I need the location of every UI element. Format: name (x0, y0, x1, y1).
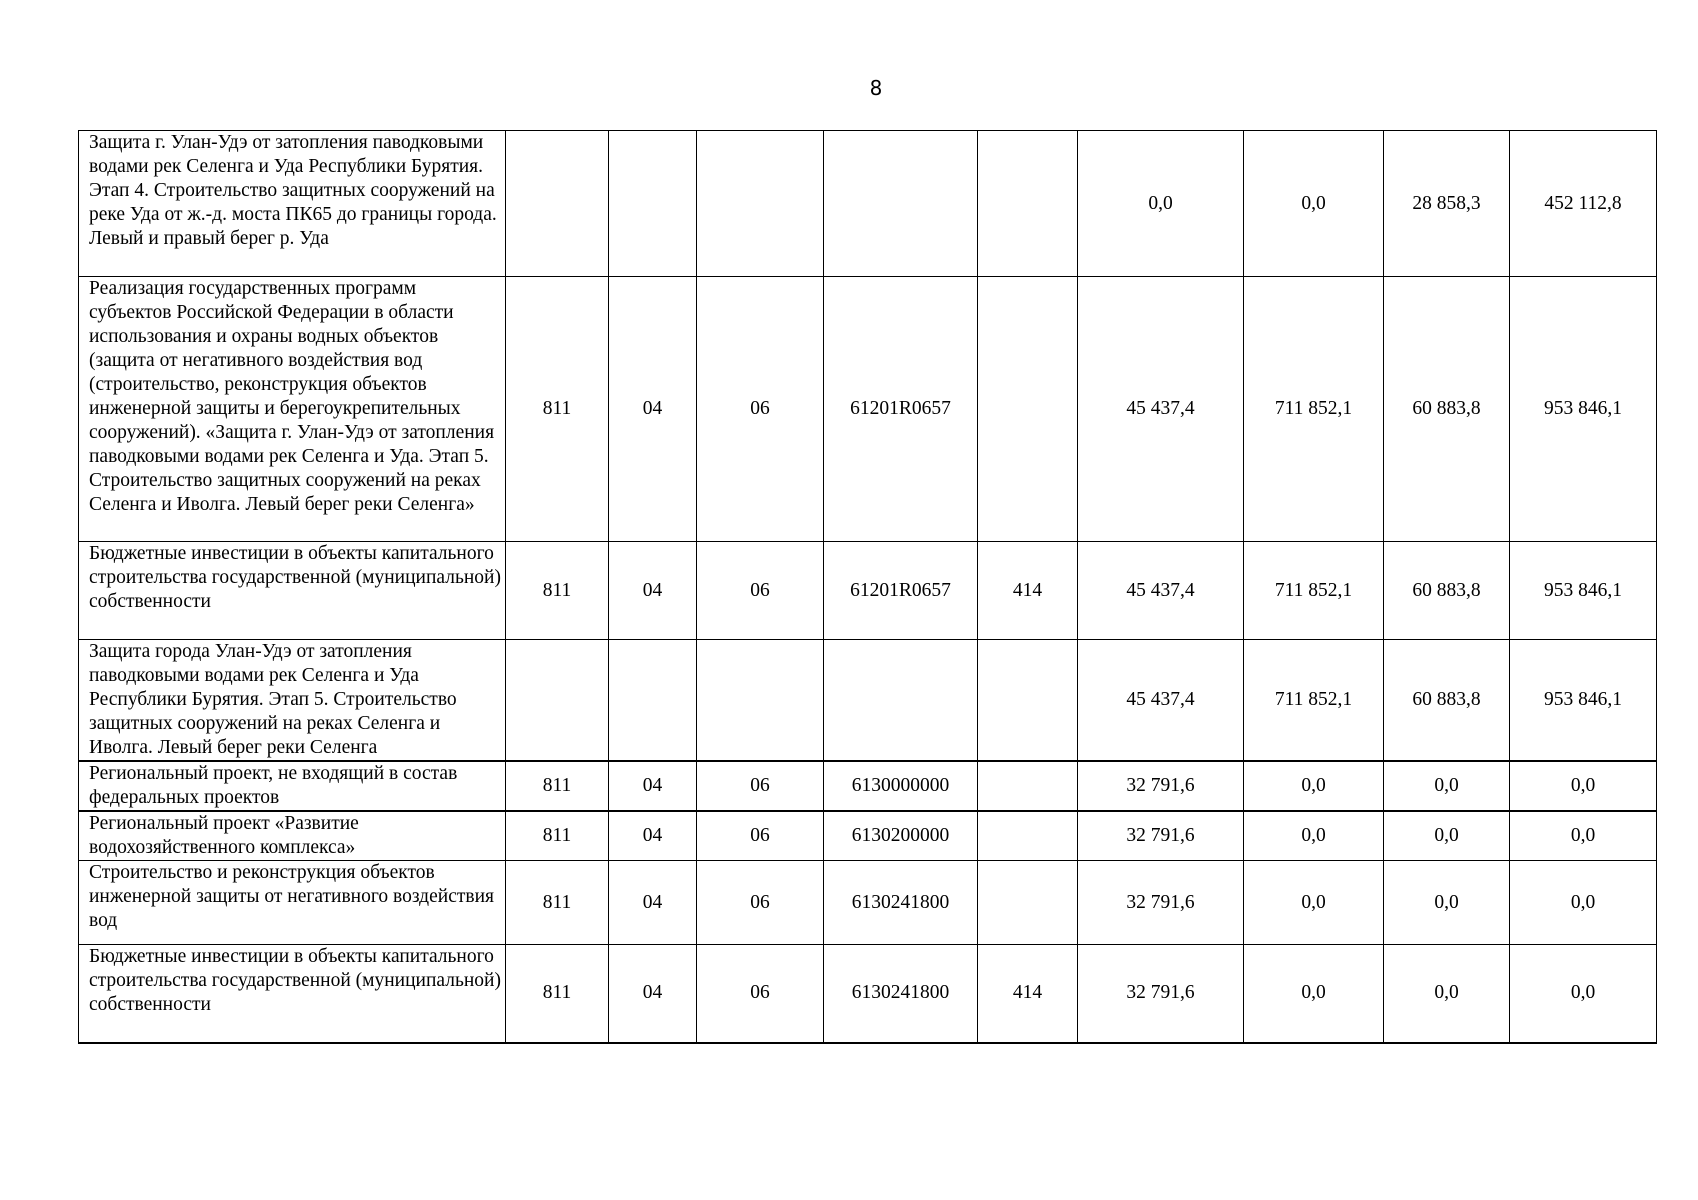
section-code-cell: 04 (609, 861, 697, 945)
subsection-code-cell: 06 (697, 811, 824, 861)
row-name-cell: Бюджетные инвестиции в объекты капитального строительства государственной (муниципальной) собственности (79, 542, 506, 640)
row-name-cell: Реализация государственных программ субъектов Российской Федерации в области использования и охраны водных объектов (защита от негативного воздействия вод (строительство, реконструкция объектов инженерной защиты и берегоукрепительных сооружений). «Защита г. Улан-Удэ от затопления паводковыми водами рек Селенга и Уда. Этап 5. Строительство защитных сооружений на реках Селенга и Иволга. Левый берег реки Селенга» (79, 277, 506, 542)
target-article-cell (824, 640, 978, 762)
amount-cell-3: 0,0 (1384, 761, 1510, 811)
amount-cell-4: 0,0 (1510, 945, 1657, 1043)
section-code-cell (609, 640, 697, 762)
table-row (79, 861, 1657, 945)
amount-cell-3: 60 883,8 (1384, 542, 1510, 640)
amount-cell-1: 32 791,6 (1078, 945, 1244, 1043)
ministry-code-cell: 811 (506, 761, 609, 811)
expense-type-cell: 414 (978, 542, 1078, 640)
table-row (79, 131, 1657, 277)
amount-cell-1: 0,0 (1078, 131, 1244, 277)
amount-cell-3: 0,0 (1384, 945, 1510, 1043)
amount-cell-4: 0,0 (1510, 811, 1657, 861)
amount-cell-1: 32 791,6 (1078, 861, 1244, 945)
amount-cell-1: 45 437,4 (1078, 542, 1244, 640)
subsection-code-cell (697, 640, 824, 762)
ministry-code-cell: 811 (506, 277, 609, 542)
target-article-cell: 6130200000 (824, 811, 978, 861)
ministry-code-cell (506, 131, 609, 277)
table-row (79, 542, 1657, 640)
row-name-cell: Бюджетные инвестиции в объекты капитального строительства государственной (муниципальной) собственности (79, 945, 506, 1043)
expense-type-cell: 414 (978, 945, 1078, 1043)
row-name-cell: Строительство и реконструкция объектов инженерной защиты от негативного воздействия вод (79, 861, 506, 945)
target-article-cell: 6130000000 (824, 761, 978, 811)
target-article-cell: 6130241800 (824, 945, 978, 1043)
ministry-code-cell: 811 (506, 945, 609, 1043)
amount-cell-3: 60 883,8 (1384, 640, 1510, 762)
row-name-cell: Защита города Улан-Удэ от затопления паводковыми водами рек Селенга и Уда Республики Бурятия. Этап 5. Строительство защитных сооружений на реках Селенга и Иволга. Левый берег реки Селенга (79, 640, 506, 762)
row-name-cell: Региональный проект «Развитие водохозяйственного комплекса» (79, 811, 506, 861)
table-row (79, 277, 1657, 542)
subsection-code-cell (697, 131, 824, 277)
row-name-cell: Региональный проект, не входящий в состав федеральных проектов (79, 761, 506, 811)
amount-cell-4: 0,0 (1510, 761, 1657, 811)
section-code-cell: 04 (609, 761, 697, 811)
expense-type-cell (978, 811, 1078, 861)
section-code-cell: 04 (609, 542, 697, 640)
amount-cell-2: 711 852,1 (1244, 640, 1384, 762)
amount-cell-2: 0,0 (1244, 761, 1384, 811)
target-article-cell: 61201R0657 (824, 277, 978, 542)
amount-cell-2: 0,0 (1244, 945, 1384, 1043)
target-article-cell (824, 131, 978, 277)
subsection-code-cell: 06 (697, 277, 824, 542)
amount-cell-1: 45 437,4 (1078, 277, 1244, 542)
amount-cell-3: 0,0 (1384, 861, 1510, 945)
ministry-code-cell: 811 (506, 861, 609, 945)
ministry-code-cell (506, 640, 609, 762)
amount-cell-2: 0,0 (1244, 131, 1384, 277)
amount-cell-4: 953 846,1 (1510, 542, 1657, 640)
amount-cell-4: 0,0 (1510, 861, 1657, 945)
expense-type-cell (978, 131, 1078, 277)
subsection-code-cell: 06 (697, 761, 824, 811)
amount-cell-1: 32 791,6 (1078, 761, 1244, 811)
amount-cell-4: 452 112,8 (1510, 131, 1657, 277)
amount-cell-2: 0,0 (1244, 811, 1384, 861)
page-number: 8 (869, 76, 883, 100)
amount-cell-3: 28 858,3 (1384, 131, 1510, 277)
expense-type-cell (978, 861, 1078, 945)
amount-cell-4: 953 846,1 (1510, 640, 1657, 762)
expense-type-cell (978, 761, 1078, 811)
amount-cell-1: 45 437,4 (1078, 640, 1244, 762)
amount-cell-2: 711 852,1 (1244, 277, 1384, 542)
ministry-code-cell: 811 (506, 811, 609, 861)
amount-cell-2: 0,0 (1244, 861, 1384, 945)
amount-cell-2: 711 852,1 (1244, 542, 1384, 640)
subsection-code-cell: 06 (697, 542, 824, 640)
amount-cell-4: 953 846,1 (1510, 277, 1657, 542)
target-article-cell: 61201R0657 (824, 542, 978, 640)
table-row (79, 640, 1657, 762)
amount-cell-3: 60 883,8 (1384, 277, 1510, 542)
target-article-cell: 6130241800 (824, 861, 978, 945)
section-code-cell: 04 (609, 277, 697, 542)
amount-cell-3: 0,0 (1384, 811, 1510, 861)
section-code-cell: 04 (609, 945, 697, 1043)
section-code-cell: 04 (609, 811, 697, 861)
table-row (79, 811, 1657, 861)
ministry-code-cell: 811 (506, 542, 609, 640)
subsection-code-cell: 06 (697, 945, 824, 1043)
expense-type-cell (978, 277, 1078, 542)
row-name-cell: Защита г. Улан-Удэ от затопления паводковыми водами рек Селенга и Уда Республики Бурятия. Этап 4. Строительство защитных сооружений на реке Уда от ж.-д. моста ПК65 до границы города. Левый и правый берег р. Уда (79, 131, 506, 277)
subsection-code-cell: 06 (697, 861, 824, 945)
table-row (79, 945, 1657, 1043)
amount-cell-1: 32 791,6 (1078, 811, 1244, 861)
budget-table (78, 130, 1657, 1044)
table-row (79, 761, 1657, 811)
section-code-cell (609, 131, 697, 277)
expense-type-cell (978, 640, 1078, 762)
